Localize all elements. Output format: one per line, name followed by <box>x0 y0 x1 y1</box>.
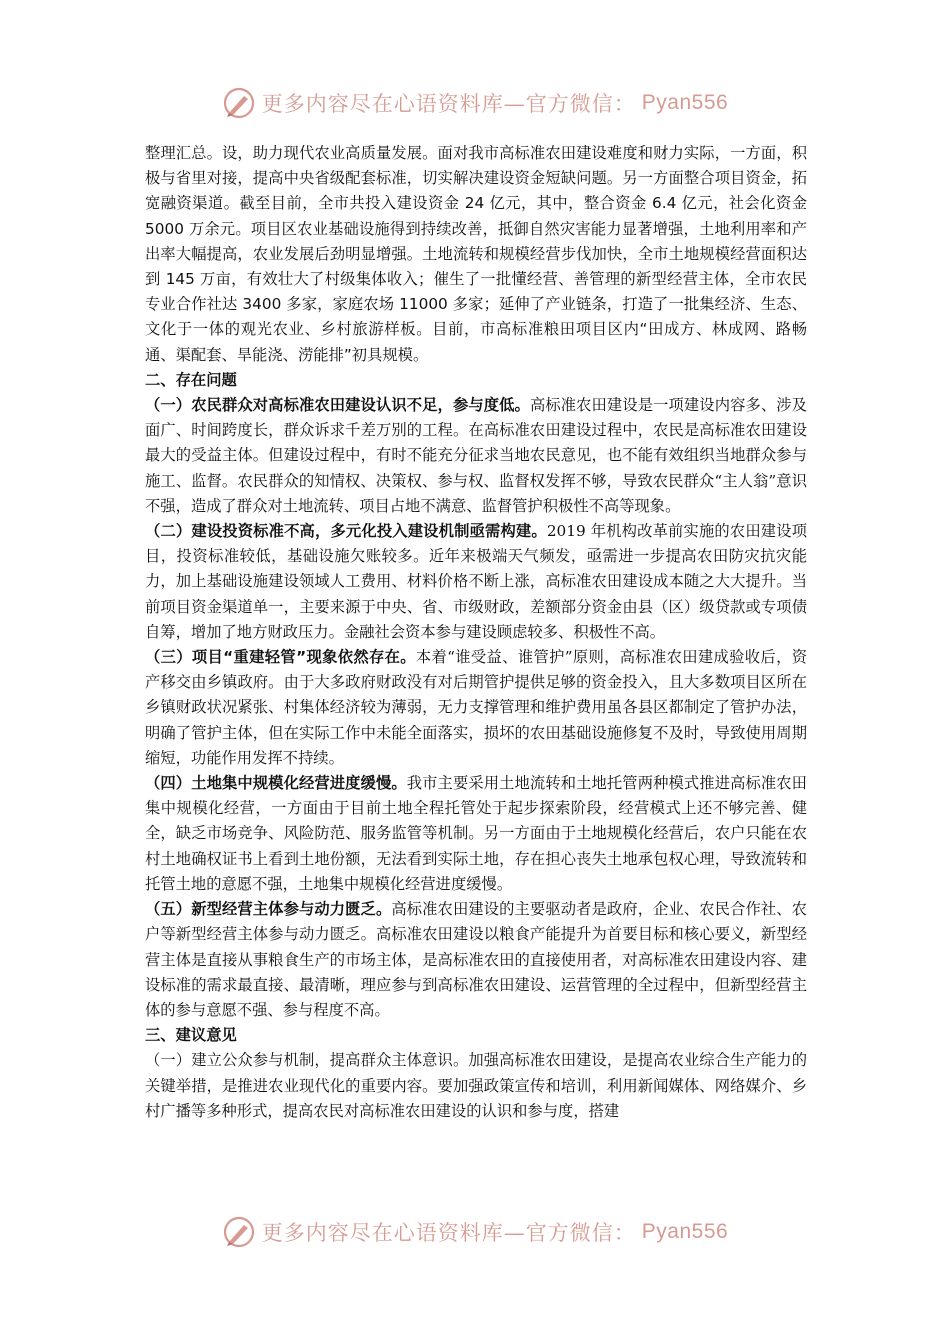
problem-5-title: （五）新型经营主体参与动力匮乏。 <box>145 900 392 919</box>
watermark-brand: Pyan556 <box>641 91 729 114</box>
paragraph-summary: 整理汇总。设，助力现代农业高质量发展。面对我市高标准农田建设难度和财力实际，一方面，积极与省里对接，提高中央省级配套标准，切实解决建设资金短缺问题。另一方面整合项目资金，拓宽融资渠道。截至目前，全市共投入建设资金 24 亿元，其中，整合资金 6.4 亿元，社会化资金 5000 万余元。项目区农业基础设施得到持续改善，抵御自然灾害能力显著增强，土地利用率和产出率大幅提高，农业发展后劲明显增强。土地流转和规模经营步伐加快，全市土地规模经营面积达到 145 万亩，有效壮大了村级集体收入；催生了一批懂经营、善管理的新型经营主体，全市农民专业合作社达 3400 多家，家庭农场 11000 多家；延伸了产业链条，打造了一批集经济、生态、文化于一体的观光农业、乡村旅游样板。目前，市高标准粮田项目区内“田成方、林成网、路畅通、渠配套、旱能浇、涝能排”初具规模。 <box>145 144 807 364</box>
suggestion-1: （一）建立公众参与机制，提高群众主体意识。加强高标准农田建设，是提高农业综合生产能力的关键举措，是推进农业现代化的重要内容。要加强政策宣传和培训，利用新闻媒体、网络媒介、乡村广播等多种形式，提高农民对高标准农田建设的认识和参与度，搭建 <box>145 1051 807 1120</box>
problem-5 <box>145 897 807 1023</box>
watermark-text: 更多内容尽在心语资料库—官方微信： <box>261 1221 636 1245</box>
problem-2-body: 2019 年机构改革前实施的农田建设项目，投资标准较低，基础设施欠账较多。近年来极端天气频发，亟需进一步提高农田防灾抗灾能力，加上基础设施建设领域人工费用、材料价格不断上涨，高标准农田建设成本随之大大提升。当前项目资金渠道单一，主要来源于中央、省、市级财政，差额部分资金由县（区）级贷款或专项债自筹，增加了地方财政压力。金融社会资本参与建设顾虑较多、积极性不高。 <box>145 522 807 641</box>
heading-problems: 二、存在问题 <box>145 370 237 389</box>
problem-2 <box>145 519 807 645</box>
problem-3-body: 本着“谁受益、谁管护”原则，高标准农田建成验收后，资产移交由乡镇政府。由于大多政府财政没有对后期管护提供足够的资金投入，且大多数项目区所在乡镇财政状况紧张、村集体经济较为薄弱，无力支撑管理和维护费用虽各县区都制定了管护办法，明确了管护主体，但在实际工作中未能全面落实，损坏的农田基础设施修复不及时，导致使用周期缩短，功能作用发挥不持续。 <box>145 648 807 767</box>
header-watermark <box>0 83 950 123</box>
problem-1 <box>145 393 807 519</box>
problem-4-body: 我市主要采用土地流转和土地托管两种模式推进高标准农田集中规模化经营，一方面由于目前土地全程托管处于起步探索阶段，经营模式上还不够完善、健全，缺乏市场竞争、风险防范、服务监管等机制。另一方面由于土地规模化经营后，农户只能在农村土地确权证书上看到土地份额，无法看到实际土地，存在担心丧失土地承包权心理，导致流转和托管土地的意愿不强，土地集中规模化经营进度缓慢。 <box>145 774 807 893</box>
problem-3 <box>145 645 807 771</box>
watermark-brand: Pyan556 <box>641 1220 729 1243</box>
watermark-text: 更多内容尽在心语资料库—官方微信： <box>261 92 636 116</box>
footer-watermark <box>0 1212 950 1252</box>
document-body <box>145 141 807 1124</box>
heading-suggestions: 三、建议意见 <box>145 1026 237 1045</box>
pen-logo-icon <box>222 1215 256 1249</box>
pen-logo-icon <box>222 86 256 120</box>
problem-5-body: 高标准农田建设的主要驱动者是政府，企业、农民合作社、农户等新型经营主体参与动力匮乏。高标准农田建设以粮食产能提升为首要目标和核心要义，新型经营主体是直接从事粮食生产的市场主体，是高标准农田的直接使用者，对高标准农田建设内容、建设标准的需求最直接、最清晰，理应参与到高标准农田建设、运营管理的全过程中，但新型经营主体的参与意愿不强、参与程度不高。 <box>145 900 807 1019</box>
problem-3-title: （三）项目“重建轻管”现象依然存在。 <box>145 648 416 667</box>
problem-4 <box>145 771 807 897</box>
problem-1-body: 高标准农田建设是一项建设内容多、涉及面广、时间跨度长，群众诉求千差万别的工程。在高标准农田建设过程中，农民是高标准农田建设最大的受益主体。但建设过程中，有时不能充分征求当地农民意见，也不能有效组织当地群众参与施工、监督。农民群众的知情权、决策权、参与权、监督权发挥不够，导致农民群众“主人翁”意识不强，造成了群众对土地流转、项目占地不满意、监督管护积极性不高等现象。 <box>145 396 807 515</box>
problem-2-title: （二）建设投资标准不高，多元化投入建设机制亟需构建。 <box>145 522 547 541</box>
problem-4-title: （四）土地集中规模化经营进度缓慢。 <box>145 774 407 793</box>
problem-1-title: （一）农民群众对高标准农田建设认识不足，参与度低。 <box>145 396 530 415</box>
